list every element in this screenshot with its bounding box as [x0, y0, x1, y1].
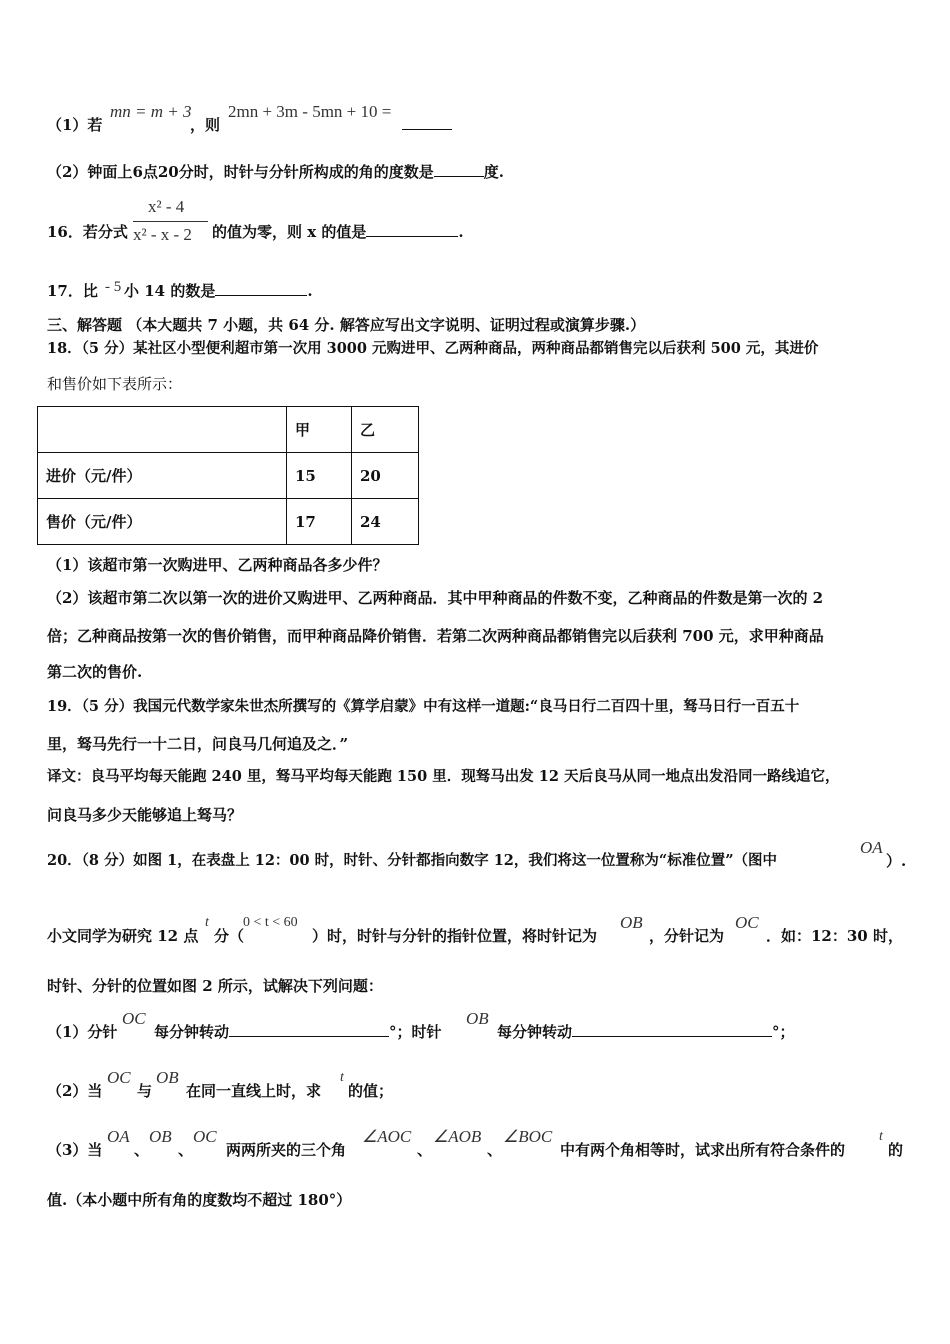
- q20-sub1-blank2[interactable]: [572, 1022, 772, 1037]
- q20-sub3-sep1: 、: [134, 1141, 150, 1159]
- q15-part1: （1）若: [47, 116, 103, 134]
- table-cell: 进价（元/件）: [38, 453, 287, 499]
- q16-fraction-bar: [133, 221, 208, 222]
- q20-oc: OC: [735, 913, 759, 932]
- q20-sub3-angle-boc: ∠BOC: [503, 1127, 553, 1146]
- q16-numerator: x² - 4: [148, 197, 185, 216]
- q15-expression: 2mn + 3m - 5mn + 10 =: [228, 102, 392, 121]
- q20-sub1a: （1）分针: [47, 1023, 118, 1041]
- q17-blank[interactable]: [215, 281, 307, 296]
- q19-line2: 里，驽马先行一十二日，问良马几何追及之．”: [47, 735, 349, 753]
- q20-sub3-sep4: 、: [487, 1141, 503, 1159]
- q20-t: t: [205, 915, 209, 930]
- table-row: [38, 453, 419, 499]
- q20-sub3-oc: OC: [193, 1127, 217, 1146]
- q20-line2c: ）时，时针与分针的指针位置，将时针记为: [312, 927, 598, 945]
- q15-separator: ，则: [190, 116, 221, 134]
- table-row: [38, 499, 419, 545]
- table-cell: 乙: [352, 407, 419, 453]
- q20-sub3-ob: OB: [149, 1127, 172, 1146]
- q20-sub3-angle-aob: ∠AOB: [433, 1127, 482, 1146]
- table-cell: 售价（元/件）: [38, 499, 287, 545]
- q15-condition: mn = m + 3: [110, 102, 192, 121]
- table-header-row: [38, 407, 419, 453]
- q17-label: 17．比: [47, 282, 98, 300]
- q18-line1: 18．（5 分）某社区小型便利超市第一次用 3000 元购进甲、乙两种商品，两种商品都销售完以后获利 500 元，其进价: [47, 340, 819, 357]
- q20-sub3e: 值.（本小题中所有角的度数均不超过 180°）: [47, 1191, 352, 1209]
- q20-line2b: 分（: [214, 927, 245, 945]
- table-cell: 17: [287, 499, 352, 545]
- q20-sub2a: （2）当: [47, 1082, 103, 1100]
- q20-sub1d: 每分钟转动 °；: [497, 1023, 795, 1041]
- q20-sub3-sep3: 、: [417, 1141, 433, 1159]
- q20-sub3d: 的: [888, 1141, 904, 1159]
- q20-ob: OB: [620, 913, 643, 932]
- price-table: [37, 406, 419, 545]
- q20-sub2d: 的值；: [348, 1082, 394, 1100]
- q17-tail: 小 14 的数是 .: [124, 282, 313, 300]
- q20-sub3-sep2: 、: [178, 1141, 194, 1159]
- q18-sub2-line3: 第二次的售价.: [47, 663, 143, 681]
- q20-line1: 20．（8 分）如图 1，在表盘上 12：00 时，时针、分针都指向数字 12，我们将这一位置称为“标准位置”（图中: [47, 852, 778, 869]
- q19-translation1: 译文：良马平均每天能跑 240 里，驽马平均每天能跑 150 里．现驽马出发 12 天后良马从同一地点出发沿同一路线追它，: [47, 768, 840, 785]
- q20-sub1b: 每分钟转动 °；时针: [154, 1023, 442, 1041]
- table-cell: 甲: [287, 407, 352, 453]
- q20-line1-end: ）.: [886, 852, 907, 870]
- q20-sub2c: 在同一直线上时，求: [186, 1082, 322, 1100]
- q15-part2-blank[interactable]: [434, 162, 484, 177]
- table-cell: 20: [352, 453, 419, 499]
- q20-sub1-oc: OC: [122, 1009, 146, 1028]
- q20-sub3-t: t: [879, 1129, 883, 1144]
- q20-sub3c: 中有两个角相等时，试求出所有符合条件的: [560, 1141, 846, 1159]
- q19-translation2: 问良马多少天能够追上驽马？: [47, 806, 243, 824]
- q20-sub3a: （3）当: [47, 1141, 103, 1159]
- q20-line3: 时针、分针的位置如图 2 所示，试解决下列问题：: [47, 977, 383, 995]
- q20-sub2-t: t: [340, 1070, 344, 1085]
- q20-oa: OA: [860, 838, 883, 857]
- q18-sub2-line1: （2）该超市第二次以第一次的进价又购进甲、乙两种商品．其中甲种商品的件数不变，乙种商品的件数是第一次的 2: [47, 589, 824, 607]
- table-cell: 24: [352, 499, 419, 545]
- q20-sub2-oc: OC: [107, 1068, 131, 1087]
- q20-sub2b: 与: [137, 1082, 153, 1100]
- q20-sub3-angle-aoc: ∠AOC: [362, 1127, 412, 1146]
- q20-line2d: ，分针记为: [649, 927, 725, 945]
- q20-sub3b: 两两所夹的三个角: [226, 1141, 347, 1159]
- q20-line2e: ．如：12：30 时，: [766, 927, 903, 945]
- q16-blank[interactable]: [366, 222, 458, 237]
- q15-part2: （2）钟面上6点20分时，时针与分针所构成的角的度数是 度.: [47, 163, 504, 181]
- q17-value: - 5: [105, 279, 122, 295]
- q18-line2: 和售价如下表所示：: [47, 375, 183, 393]
- q16-denominator: x² - x - 2: [133, 225, 192, 244]
- q20-sub1-blank1[interactable]: [229, 1022, 389, 1037]
- q18-sub1: （1）该超市第一次购进甲、乙两种商品各多少件？: [47, 556, 388, 574]
- q15-answer-blank[interactable]: [402, 115, 452, 135]
- q20-sub3-oa: OA: [107, 1127, 130, 1146]
- section-heading: 三、解答题 （本大题共 7 小题，共 64 分. 解答应写出文字说明、证明过程或演算步骤.）: [47, 316, 646, 334]
- q20-sub1-ob: OB: [466, 1009, 489, 1028]
- q16-label: 16．若分式: [47, 223, 128, 241]
- table-cell: [38, 407, 287, 453]
- q20-line2a: 小文同学为研究 12 点: [47, 927, 199, 945]
- q20-range: 0 < t < 60: [243, 915, 298, 930]
- q20-sub2-ob: OB: [156, 1068, 179, 1087]
- q16-tail: 的值为零，则 x 的值是 .: [212, 223, 464, 241]
- q18-sub2-line2: 倍；乙种商品按第一次的售价销售，而甲种商品降价销售．若第二次两种商品都销售完以后获利 700 元，求甲种商品: [47, 627, 824, 645]
- q19-line1: 19．（5 分）我国元代数学家朱世杰所撰写的《算学启蒙》中有这样一道题:“良马日行二百四十里，驽马日行一百五十: [47, 698, 800, 715]
- table-cell: 15: [287, 453, 352, 499]
